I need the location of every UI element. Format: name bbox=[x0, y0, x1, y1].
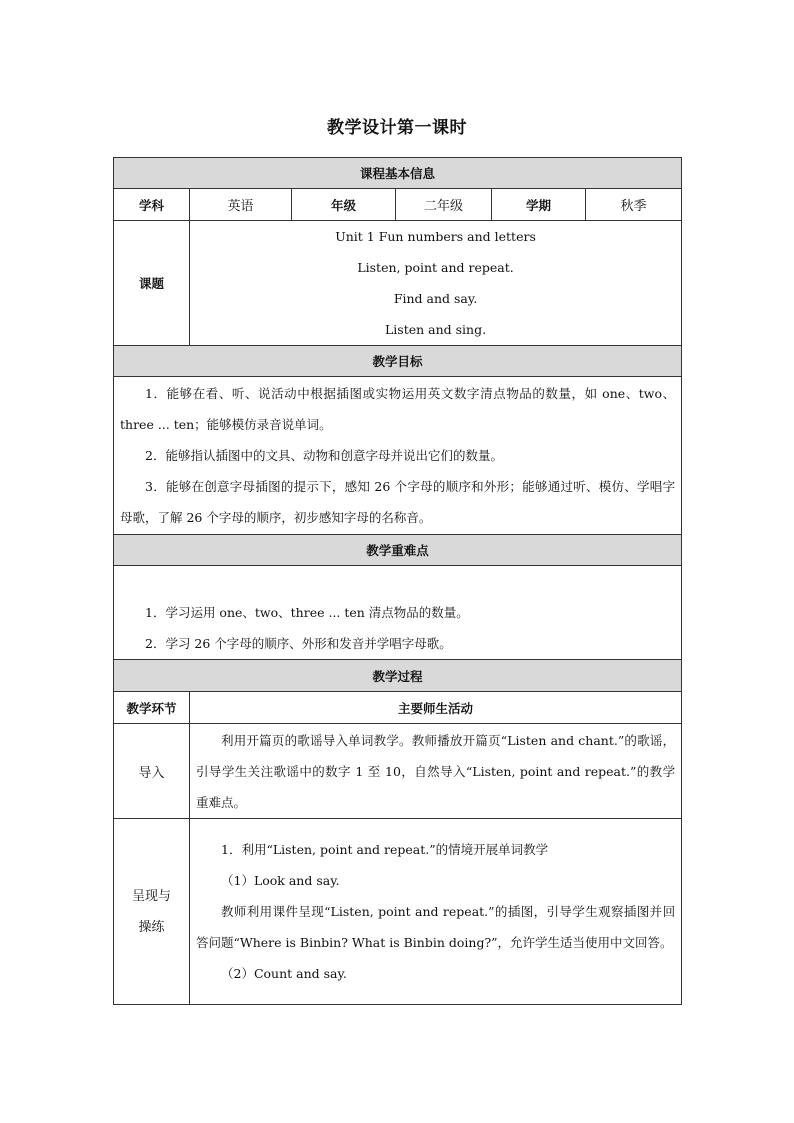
key-points-header: 教学重难点 bbox=[114, 535, 682, 566]
basic-info-header: 课程基本信息 bbox=[114, 158, 682, 189]
activity-paragraph: 1．利用“Listen, point and repeat.”的情境开展单词教学 bbox=[221, 842, 549, 857]
topic-line: Listen and sing. bbox=[385, 322, 487, 337]
key-points-cell bbox=[114, 566, 682, 660]
objectives-header: 教学目标 bbox=[114, 346, 682, 377]
activity-paragraph: 利用开篇页的歌谣导入单词教学。教师播放开篇页“Listen and chant.”的歌谣，引导学生关注歌谣中的数字 1 至 10，自然导入“Listen, point and repeat.”的教学重难点。 bbox=[196, 732, 676, 810]
activity-paragraph: （1）Look and say. bbox=[221, 873, 340, 888]
stage-presentation-label: 呈现与操练 bbox=[131, 888, 171, 935]
term-label: 学期 bbox=[492, 189, 586, 221]
objective-item: 1．能够在看、听、说活动中根据插图或实物运用英文数字清点物品的数量，如 one、two、three ... ten；能够模仿录音说单词。 bbox=[120, 386, 676, 432]
key-point-item: 2．学习 26 个字母的顺序、外形和发音并学唱字母歌。 bbox=[145, 636, 452, 651]
activity-presentation-cell bbox=[190, 819, 682, 1005]
term-value: 秋季 bbox=[586, 189, 682, 221]
topic-line: Unit 1 Fun numbers and letters bbox=[335, 229, 536, 244]
topic-line: Find and say. bbox=[393, 291, 478, 306]
stage-presentation bbox=[114, 819, 190, 1005]
page-title: 教学设计第一课时 bbox=[327, 118, 467, 138]
grade-label: 年级 bbox=[292, 189, 396, 221]
subject-label: 学科 bbox=[114, 189, 190, 221]
objective-item: 3．能够在创意字母插图的提示下，感知 26 个字母的顺序和外形；能够通过听、模仿、学唱字母歌，了解 26 个字母的顺序，初步感知字母的名称音。 bbox=[120, 479, 676, 525]
lesson-plan-table bbox=[113, 157, 682, 1005]
topic-cell bbox=[190, 221, 682, 346]
subject-value: 英语 bbox=[190, 189, 292, 221]
grade-value: 二年级 bbox=[396, 189, 492, 221]
stage-intro: 导入 bbox=[114, 724, 190, 819]
activity-intro-cell bbox=[190, 724, 682, 819]
stage-column-header: 教学环节 bbox=[114, 692, 190, 724]
objectives-cell bbox=[114, 377, 682, 535]
objective-item: 2．能够指认插图中的文具、动物和创意字母并说出它们的数量。 bbox=[145, 448, 503, 463]
process-header: 教学过程 bbox=[114, 660, 682, 692]
activity-paragraph: 教师利用课件呈现“Listen, point and repeat.”的插图，引导学生观察插图并回答问题“Where is Binbin? What is Binbin doing?”，允许学生适当使用中文回答。 bbox=[196, 904, 676, 950]
key-point-item: 1．学习运用 one、two、three ... ten 清点物品的数量。 bbox=[145, 605, 469, 620]
activity-paragraph: （2）Count and say. bbox=[221, 966, 347, 981]
topic-label: 课题 bbox=[114, 221, 190, 346]
activity-column-header: 主要师生活动 bbox=[190, 692, 682, 724]
topic-line: Listen, point and repeat. bbox=[357, 260, 514, 275]
